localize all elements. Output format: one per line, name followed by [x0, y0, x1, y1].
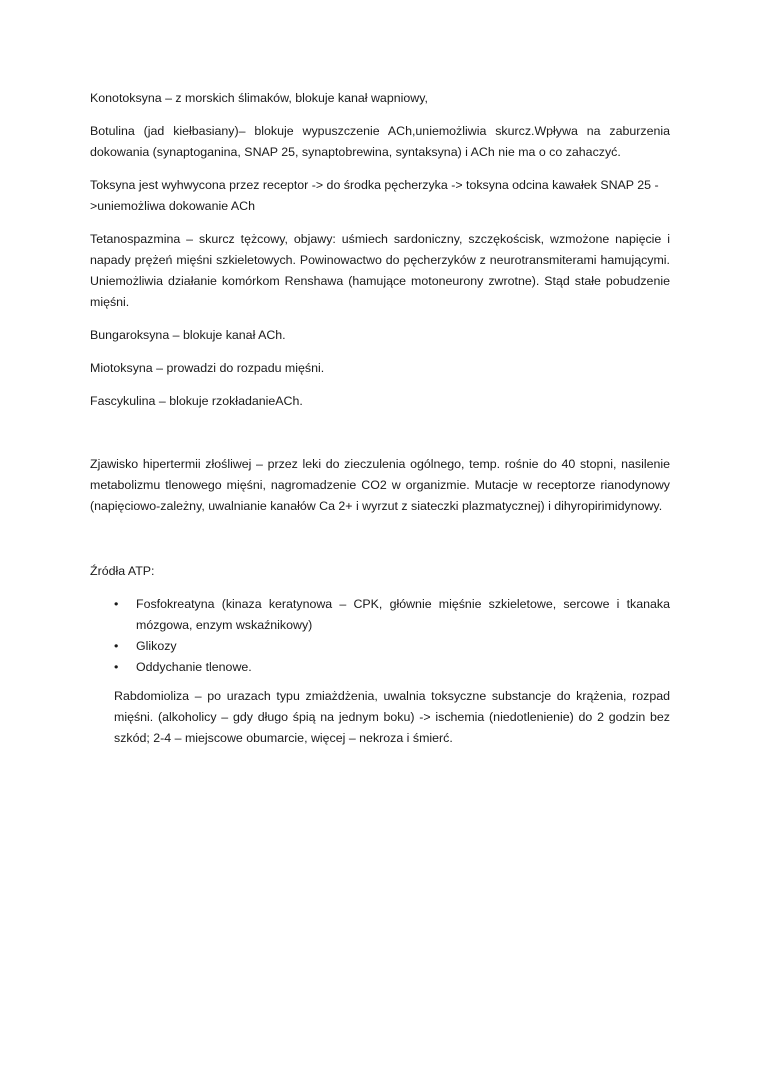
paragraph-tetanospazmina: Tetanospazmina – skurcz tężcowy, objawy: uśmiech sardoniczny, szczękościsk, wzmożone napięcie i napady prężeń mięśni szkieletowych. Powinowactwo do pęcherzyków z neurotransmiterami hamującymi. Uniemożliwia działanie komórkom Renshawa (hamujące motoneurony zwrotne). Stąd stałe pobudzenie mięśni. — [90, 232, 670, 309]
paragraph-bungaroksyna: Bungaroksyna – blokuje kanał ACh. — [90, 328, 286, 342]
list-item-text: Fosfokreatyna (kinaza keratynowa – CPK, głównie mięśnie szkieletowe, sercowe i tkanaka mózgowa, enzym wskaźnikowy) — [136, 597, 670, 632]
list-item-text: Oddychanie tlenowe. — [136, 660, 252, 674]
atp-heading: Źródła ATP: — [90, 564, 155, 578]
list-item — [114, 657, 670, 678]
bullet-icon: • — [114, 597, 119, 611]
list-item-text: Glikozy — [136, 639, 177, 653]
document-body — [90, 88, 670, 761]
atp-sources-list — [90, 594, 670, 678]
paragraph-toksyna: Toksyna jest wyhwycona przez receptor -> do środka pęcherzyka -> toksyna odcina kawałek SNAP 25 ->uniemożliwa dokowanie ACh — [90, 178, 659, 213]
paragraph-botulina: Botulina (jad kiełbasiany)– blokuje wypuszczenie ACh,uniemożliwia skurcz.Wpływa na zaburzenia dokowania (synaptoganina, SNAP 25, synaptobrewina, syntaksyna) i ACh nie ma o co zahaczyć. — [90, 124, 670, 159]
list-item — [114, 594, 670, 636]
bullet-icon: • — [114, 639, 119, 653]
paragraph-miotoksyna: Miotoksyna – prowadzi do rozpadu mięśni. — [90, 361, 325, 375]
paragraph-fascykulina: Fascykulina – blokuje rzokładanieACh. — [90, 394, 303, 408]
bullet-icon: • — [114, 660, 119, 674]
spacer — [90, 424, 670, 454]
paragraph-konotoksyna: Konotoksyna – z morskich ślimaków, blokuje kanał wapniowy, — [90, 91, 428, 105]
paragraph-rhabdomyolysis: Rabdomioliza – po urazach typu zmiażdżenia, uwalnia toksyczne substancje do krążenia, rozpad mięśni. (alkoholicy – gdy długo śpią na jednym boku) -> ischemia (niedotlenienie) do 2 godzin bez szkód; 2-4 – miejscowe obumarcie, więcej – nekroza i śmierć. — [114, 689, 670, 745]
spacer — [90, 529, 670, 561]
paragraph-hyperthermia: Zjawisko hipertermii złośliwej – przez leki do zieczulenia ogólnego, temp. rośnie do 40 stopni, nasilenie metabolizmu tlenowego mięśni, nagromadzenie CO2 w organizmie. Mutacje w receptorze rianodynowy (napięciowo-zależny, uwalnianie kanałów Ca 2+ i wyrzut z siateczki plazmatycznej) i dihyropirimidynowy. — [90, 457, 670, 513]
list-item — [114, 636, 670, 657]
